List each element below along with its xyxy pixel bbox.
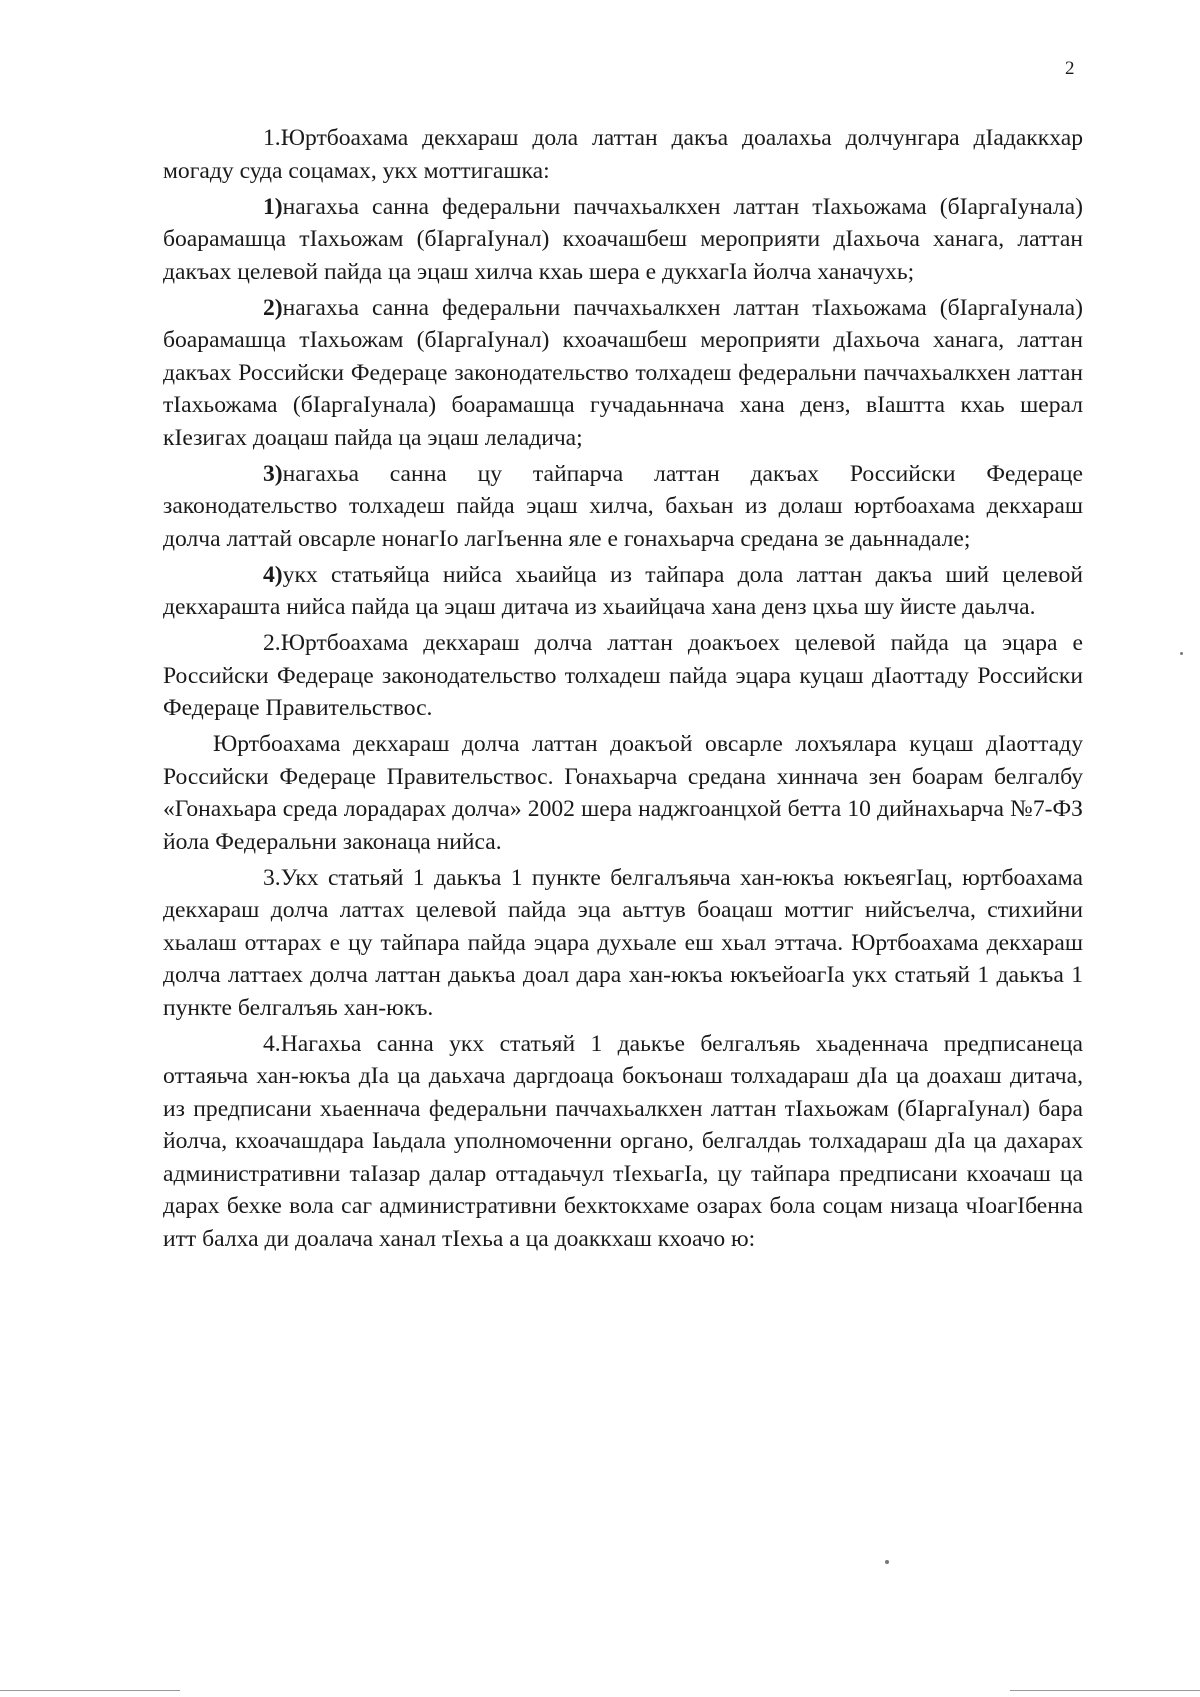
page-number: 2 <box>1065 58 1075 79</box>
subitem-number: 2) <box>263 294 283 321</box>
subitem-1 <box>163 191 1083 289</box>
paragraph-unnumbered <box>163 728 1083 858</box>
paragraph-item-4 <box>163 1028 1083 1256</box>
subitem-number: 4) <box>263 561 283 588</box>
paragraph-item-1 <box>163 122 1083 187</box>
subitem-4 <box>163 559 1083 624</box>
item-number: 1. <box>263 125 281 151</box>
paragraph-item-3 <box>163 862 1083 1025</box>
paragraph-item-2 <box>163 627 1083 725</box>
item-text: Укх статьяй 1 даькъа 1 пункте белгалъяьча хан-юкъа юкъеягIац, юртбоахама декхараш долча латтах целевой пайда эца аьттув боацаш моттиг нийсъелча, стихийни хьалаш оттарах е цу тайпара пайда эцара духьале еш хьал эттача. Юртбоахама декхараш долча латтаех долча латтан даькъа доал дара хан-юкъа юкъейоагIа укх статьяй 1 даькъа 1 пункте белгалъяь хан-юкъ. <box>163 864 1083 1021</box>
scan-edge-line <box>0 1690 180 1691</box>
item-text: Юртбоахама декхараш долча латтан доакъой овсарле лохъялара куцаш дIаоттаду Российски Федераце Правительствос. Гонахьарча средана хиннача зен боарам белгалбу «Гонахьара среда лорадарах долча» 2002 шера наджгоанцхой бетта 10 дийнахьарча №7-ФЗ йола Федеральни законаца нийса. <box>163 731 1083 855</box>
subitem-number: 1) <box>263 193 283 220</box>
scan-speck <box>1180 652 1183 655</box>
subitem-text: укх статьяйца нийса хьаийца из тайпара дола латтан дакъа ший целевой декхарашта нийса пайда ца эцаш дитача из хьаийцача хана денз цхьа шу йисте даьлча. <box>163 561 1083 620</box>
scan-speck <box>885 1560 889 1564</box>
subitem-text: нагахьа санна цу тайпарча латтан дакъах Российски Федераце законодательство толхадеш пайда эцаш хилча, бахьан из долаш юртбоахама декхараш долча латтай овсарле нонагIо лагIъенна яле е гонахьарча средана зе даьннадале; <box>163 460 1083 552</box>
item-number: 3. <box>263 864 281 891</box>
document-body <box>163 122 1083 1259</box>
subitem-2 <box>163 292 1083 455</box>
item-text: Нагахьа санна укх статьяй 1 даькъе белгалъяь хьаденнача предписанеца оттаяьча хан-юкъа дIа ца даьхача даргдоаца бокъонаш толхадараш дIа ца доахаш дитача, из предписани хьаеннача федеральни паччахьалкхен латтан тIахьожам (бIаргаIунал) бара йолча, кхоачашдара Iаьдала уполномоченни органо, белгалдаь толхадараш дIа ца дахарах административни таIазар далар оттадаьчул тIехьагIа, цу тайпара предписани кхоачаш ца дарах бехке вола саг административни бехктокхаме озарах бола соцам низаца чIоагIбенна итт балха ди доалача ханал тIехьа а ца доаккхаш кхоачо ю: <box>163 1030 1083 1252</box>
item-number: 2. <box>263 630 281 656</box>
item-text: Юртбоахама декхараш долча латтан доакъоех целевой пайда ца эцара е Российски Федераце законодательство толхадеш пайда эцара куцаш дIаоттаду Российски Федераце Правительствос. <box>163 630 1083 721</box>
item-text: Юртбоахама декхараш дола латтан дакъа доалахьа долчунгара дIадаккхар могаду суда соцамах, укх моттигашка: <box>163 125 1083 184</box>
scan-edge-line <box>1010 1690 1200 1691</box>
item-number: 4. <box>263 1030 281 1057</box>
subitem-number: 3) <box>263 460 283 487</box>
subitem-text: нагахьа санна федеральни паччахьалкхен латтан тIахьожама (бIаргаIунала) боарамашца тIахьожам (бIаргаIунал) кхоачашбеш мероприяти дIахьоча ханага, латтан дакъах целевой пайда ца эцаш хилча кхаь шера е дукхагIа йолча ханачухь; <box>163 193 1083 285</box>
subitem-3 <box>163 458 1083 556</box>
subitem-text: нагахьа санна федеральни паччахьалкхен латтан тIахьожама (бIаргаIунала) боарамашца тIахьожам (бIаргаIунал) кхоачашбеш мероприяти дIахьоча ханага, латтан дакъах Российски Федераце законодательство толхадеш федеральни паччахьалкхен латтан тIахьожама (бIаргаIунала) боарамашца гучадаьннача хана денз, вIаштта кхаь шерал кIезигах доацаш пайда ца эцаш леладича; <box>163 294 1083 451</box>
